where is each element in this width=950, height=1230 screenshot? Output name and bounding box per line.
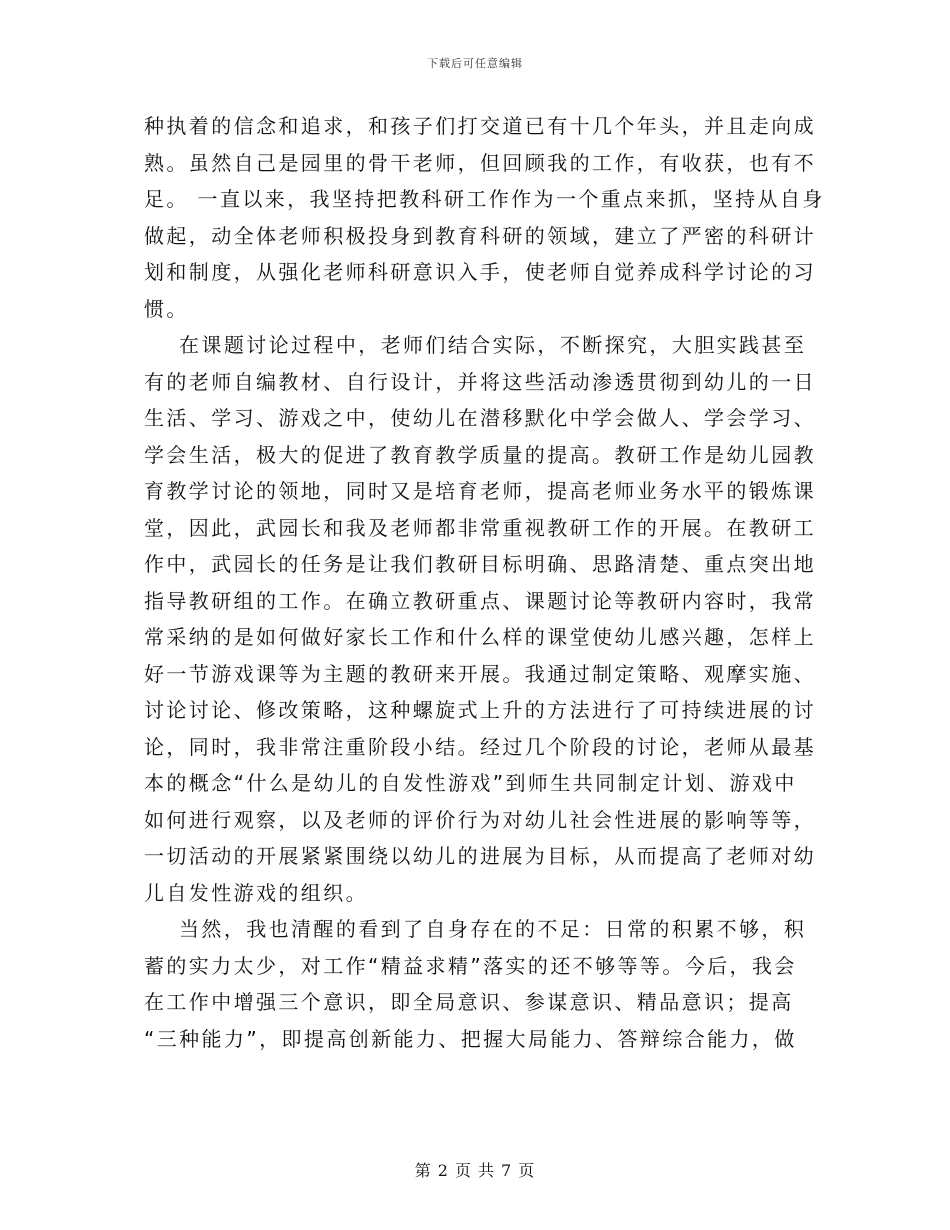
body-text — [144, 108, 825, 1057]
text-line: 论，同时，我非常注重阶段小结。经过几个阶段的讨论，老师从最基 — [144, 734, 816, 759]
text-line: 育教学讨论的领地，同时又是培育老师，提高老师业务水平的锻炼课 — [144, 479, 816, 503]
text-line: 常采纳的是如何做好家长工作和什么样的课堂使幼儿感兴趣，怎样上 — [144, 625, 816, 649]
page-footer — [0, 1158, 950, 1181]
text-line: 在工作中增强三个意识，即全局意识、参谋意识、精品意识；提高 — [144, 990, 794, 1014]
footer-page-word: 页 — [454, 1161, 472, 1180]
text-line: 蓄的实力太少，对工作“精益求精”落实的还不够等等。今后，我会 — [144, 953, 797, 978]
text-line: 本的概念“什么是幼儿的自发性游戏”到师生共同制定计划、游戏中 — [144, 771, 797, 795]
text-line: 堂，因此，武园长和我及老师都非常重视教研工作的开展。在教研工 — [144, 515, 816, 540]
text-line: 有的老师自编教材、自行设计，并将这些活动渗透贯彻到幼儿的一日 — [144, 369, 816, 394]
text-line: 划和制度，从强化老师科研意识入手，使老师自觉养成科学讨论的习 — [144, 260, 816, 284]
footer-prefix: 第 — [414, 1161, 432, 1180]
text-line: 儿自发性游戏的组织。 — [144, 880, 368, 905]
text-line: 一切活动的开展紧紧围绕以幼儿的进展为目标，从而提高了老师对幼 — [144, 844, 816, 868]
text-line: 好一节游戏课等为主题的教研来开展。我通过制定策略、观摩实施、 — [144, 661, 816, 686]
text-line: 学会生活，极大的促进了教育教学质量的提高。教研工作是幼儿园教 — [144, 442, 816, 467]
total-pages: 7 — [501, 1161, 513, 1180]
page-number: 2 — [437, 1161, 449, 1180]
text-line: 做起，动全体老师积极投身到教育科研的领域，建立了严密的科研计 — [144, 223, 816, 248]
text-line: “三种能力”，即提高创新能力、把握大局能力、答辩综合能力，做 — [144, 1026, 797, 1051]
text-line: 熟。虽然自己是园里的骨干老师，但回顾我的工作，有收获，也有不 — [144, 150, 816, 175]
text-line: 足。 一直以来，我坚持把教科研工作作为一个重点来抓，坚持从自身 — [144, 187, 825, 211]
footer-total-word: 共 — [478, 1161, 496, 1180]
text-line: 作中，武园长的任务是让我们教研目标明确、思路清楚、重点突出地 — [144, 552, 816, 576]
text-line: 如何进行观察，以及老师的评价行为对幼儿社会性进展的影响等等， — [144, 807, 816, 832]
page-header: 下载后可任意编辑 — [427, 57, 523, 70]
text-line: 种执着的信念和追求，和孩子们打交道已有十几个年头，并且走向成 — [144, 114, 816, 138]
text-line: 生活、学习、游戏之中，使幼儿在潜移默化中学会做人、学会学习、 — [144, 406, 816, 430]
text-line: 指导教研组的工作。在确立教研重点、课题讨论等教研内容时，我常 — [144, 588, 816, 613]
text-line: 在课题讨论过程中，老师们结合实际，不断探究，大胆实践甚至 — [144, 333, 807, 357]
text-line: 讨论讨论、修改策略，这种螺旋式上升的方法进行了可持续进展的讨 — [144, 698, 816, 722]
footer-suffix: 页 — [518, 1161, 536, 1180]
text-line: 当然，我也清醒的看到了自身存在的不足：日常的积累不够，积 — [144, 917, 807, 941]
text-line: 惯。 — [144, 296, 189, 321]
